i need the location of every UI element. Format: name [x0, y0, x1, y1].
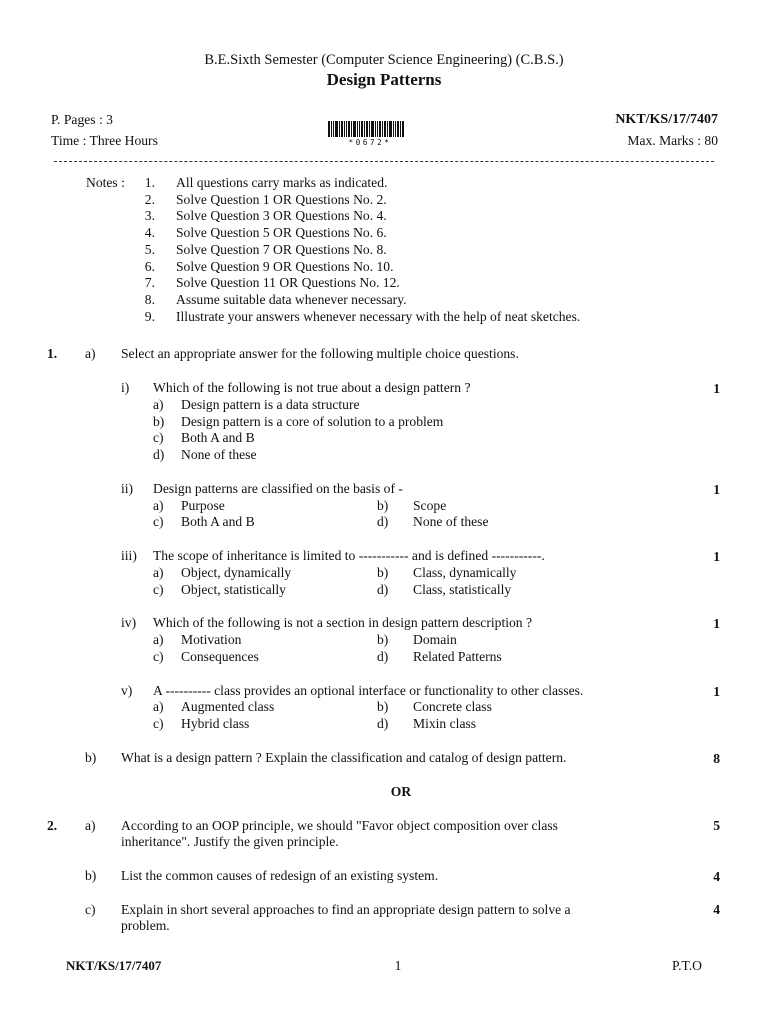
option-text: Related Patterns [413, 649, 502, 664]
question-2b-text: List the common causes of redesign of an existing system. [121, 868, 439, 883]
question-2c-marks: 4 [713, 902, 720, 917]
or-separator: OR [390, 784, 412, 799]
option-text: None of these [181, 447, 257, 462]
question-1b-marks: 8 [713, 751, 720, 766]
option-label: b) [377, 699, 389, 714]
mcq-question: Design patterns are classified on the basis of - [153, 481, 403, 496]
option-label: b) [153, 414, 165, 429]
option-label: c) [153, 582, 164, 597]
option-label: c) [153, 514, 164, 529]
mcq-number: iv) [121, 615, 137, 630]
option-text: Object, dynamically [181, 565, 292, 580]
option-label: d) [377, 582, 389, 597]
option-label: c) [153, 716, 164, 731]
page-number: 1 [394, 958, 402, 973]
mcq-marks: 1 [713, 482, 720, 497]
barcode-bars [328, 121, 412, 137]
option-label: d) [377, 514, 389, 529]
option-label: d) [377, 649, 389, 664]
option-text: Design pattern is a core of solution to a problem [181, 414, 444, 429]
option-text: Mixin class [413, 716, 477, 731]
question-2a-label: a) [85, 818, 96, 833]
max-marks: Max. Marks : 80 [627, 133, 718, 148]
option-text: Motivation [181, 632, 242, 647]
option-text: Object, statistically [181, 582, 286, 597]
question-1b-text: What is a design pattern ? Explain the classification and catalog of design pattern. [121, 750, 567, 765]
option-text: Hybrid class [181, 716, 250, 731]
question-2c-text: Explain in short several approaches to find an appropriate design pattern to solve a [121, 902, 571, 917]
option-label: d) [153, 447, 165, 462]
question-1-number: 1. [47, 346, 58, 361]
option-label: a) [153, 632, 164, 647]
option-text: Consequences [181, 649, 259, 664]
question-1a-text: Select an appropriate answer for the following multiple choice questions. [121, 346, 519, 361]
barcode-text: *0672* [348, 138, 392, 147]
question-2c-label: c) [85, 902, 96, 917]
option-label: c) [153, 430, 164, 445]
option-text: Concrete class [413, 699, 492, 714]
page-count: P. Pages : 3 [51, 112, 113, 127]
option-label: a) [153, 565, 164, 580]
mcq-question: The scope of inheritance is limited to ----------- and is defined -----------. [153, 548, 545, 563]
option-label: c) [153, 649, 164, 664]
option-text: Purpose [181, 498, 225, 513]
question-2c-text-cont: problem. [121, 918, 170, 933]
mcq-marks: 1 [713, 549, 720, 564]
question-2a-text: According to an OOP principle, we should "Favor object composition over class [121, 818, 558, 833]
paper-code: NKT/KS/17/7407 [615, 112, 718, 127]
option-label: b) [377, 565, 389, 580]
question-2a-text-cont: inheritance". Justify the given principle. [121, 834, 339, 849]
option-label: a) [153, 498, 164, 513]
mcq-marks: 1 [713, 684, 720, 699]
mcq-question: A ---------- class provides an optional interface or functionality to other classes. [153, 683, 584, 698]
exam-title: Design Patterns [326, 70, 442, 89]
question-2a-marks: 5 [713, 818, 720, 833]
mcq-number: iii) [121, 548, 137, 563]
option-text: Class, statistically [413, 582, 512, 597]
question-2b-marks: 4 [713, 869, 720, 884]
option-label: a) [153, 699, 164, 714]
barcode [328, 121, 412, 147]
option-text: Augmented class [181, 699, 275, 714]
question-2b-label: b) [85, 868, 97, 883]
mcq-question: Which of the following is not true about a design pattern ? [153, 380, 471, 395]
mcq-number: ii) [121, 481, 134, 496]
option-label: d) [377, 716, 389, 731]
option-text: None of these [413, 514, 489, 529]
option-text: Domain [413, 632, 457, 647]
footer-paper-code: NKT/KS/17/7407 [66, 958, 162, 973]
option-text: Both A and B [181, 514, 255, 529]
exam-duration: Time : Three Hours [51, 133, 158, 148]
mcq-marks: 1 [713, 616, 720, 631]
exam-subtitle: B.E.Sixth Semester (Computer Science Engineering) (C.B.S.) [204, 52, 564, 68]
option-text: Both A and B [181, 430, 255, 445]
question-1b-label: b) [85, 750, 97, 765]
option-text: Scope [413, 498, 447, 513]
question-1a-label: a) [85, 346, 96, 361]
option-label: b) [377, 632, 389, 647]
notes-label: Notes : [86, 175, 125, 190]
header-divider [54, 161, 714, 162]
option-label: b) [377, 498, 389, 513]
mcq-number: i) [121, 380, 130, 395]
page-turn-over: P.T.O [672, 958, 702, 973]
mcq-number: v) [121, 683, 133, 698]
question-2-number: 2. [47, 818, 58, 833]
mcq-question: Which of the following is not a section in design pattern description ? [153, 615, 533, 630]
option-label: a) [153, 397, 164, 412]
option-text: Design pattern is a data structure [181, 397, 360, 412]
option-text: Class, dynamically [413, 565, 517, 580]
mcq-marks: 1 [713, 381, 720, 396]
